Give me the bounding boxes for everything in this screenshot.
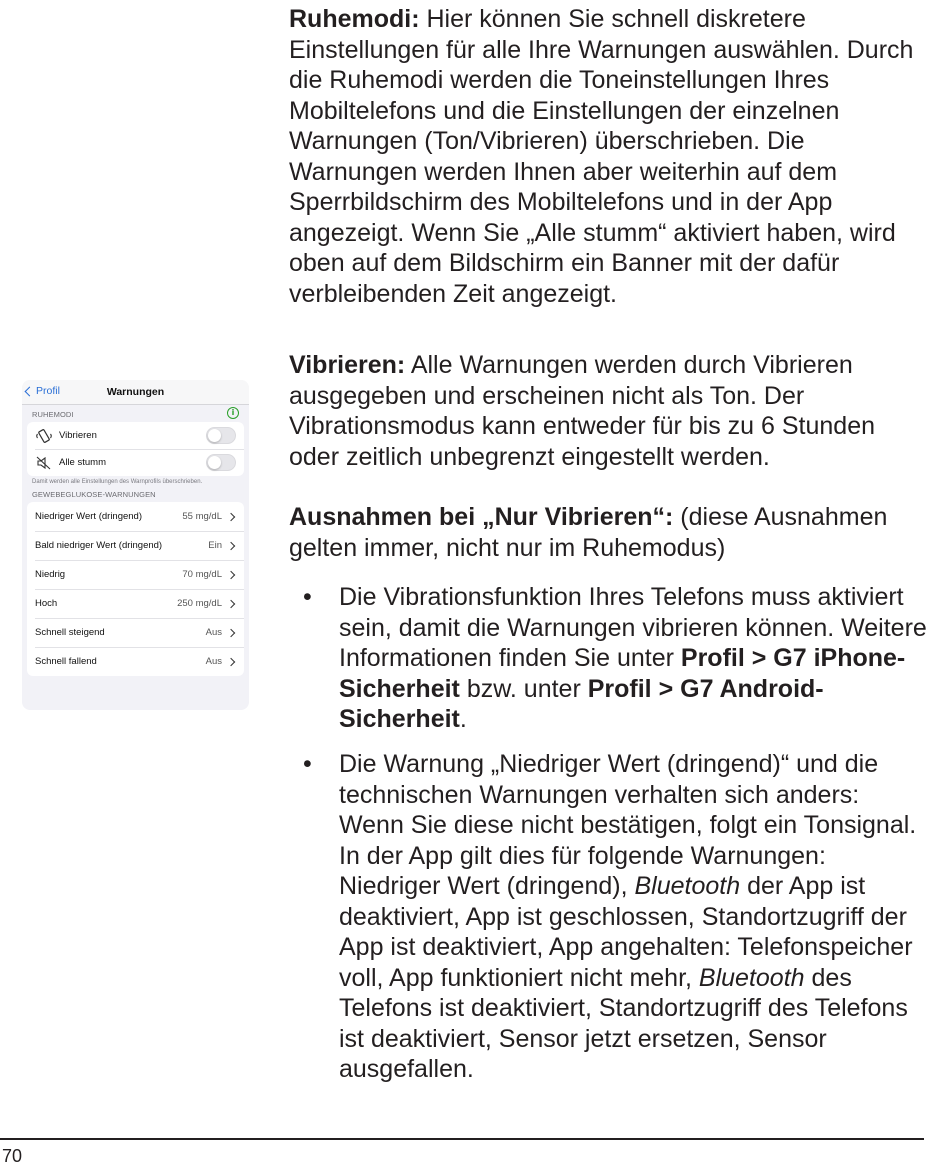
bold-reference: Profil > G7 Android-Sicherheit	[339, 674, 824, 733]
bullet-text: des Telefons ist deaktiviert, Standortzugriff des Telefons ist deaktiviert, Sensor jetzt ersetzen, Sensor ausgefallen.	[339, 963, 908, 1083]
row-label: Niedrig	[35, 569, 66, 580]
row-label: Alle stumm	[59, 457, 106, 468]
row-label: Schnell steigend	[35, 627, 105, 638]
row-value: Aus	[205, 627, 222, 638]
section-header-quiet-modes	[22, 405, 249, 422]
chevron-right-icon	[227, 657, 235, 665]
section-header-label: GEWEBEGLUKOSE-WARNUNGEN	[32, 490, 156, 499]
quiet-mode-row-vibrate[interactable]	[27, 422, 244, 449]
vibrate-toggle[interactable]	[206, 427, 236, 444]
back-label: Profil	[36, 385, 60, 397]
bullet-text: bzw. unter	[466, 674, 581, 703]
bullet-item	[298, 582, 928, 735]
quiet-mode-row-mute-all[interactable]	[27, 449, 244, 476]
paragraph-vibrate	[289, 350, 929, 472]
quiet-modes-group	[27, 422, 244, 476]
paragraph-quiet-modes	[289, 4, 929, 309]
alert-row-rise[interactable]	[27, 618, 244, 647]
alert-row-high[interactable]	[27, 589, 244, 618]
row-label: Hoch	[35, 598, 58, 609]
alert-row-urgent-low[interactable]	[27, 502, 244, 531]
bullet-text: .	[459, 705, 467, 733]
paragraph-text: Hier können Sie schnell diskretere Einstellungen für alle Ihre Warnungen auswählen. Durch die Ruhemodi werden die Toneinstellungen Ihres Mobiltelefons und die Einstellungen der einzelnen Warnungen (Ton/Vibrieren) überschrieben. Die Warnungen werden Ihnen aber weiterhin auf dem Sperrbildschirm des Mobiltelefons und in der App angezeigt. Wenn Sie „Alle stumm“ aktiviert haben, wird oben auf dem Bildschirm ein Banner mit der dafür verbleibenden Zeit angezeigt.	[289, 5, 914, 308]
paragraph-exceptions	[289, 502, 929, 563]
bullet-text: Die Warnung „Niedriger Wert (dringend)“ und die technischen Warnungen verhalten sich anders: Wenn Sie diese nicht bestätigen, folgt ein Tonsignal. In der App gilt dies für folgende Warnungen: Niedriger Wert (dringend),	[339, 750, 917, 900]
row-value: 55 mg/dL	[182, 511, 222, 522]
info-icon[interactable]: i	[227, 407, 239, 419]
row-value: 70 mg/dL	[182, 569, 222, 580]
row-value: 250 mg/dL	[177, 598, 222, 609]
mute-icon	[35, 455, 53, 471]
chevron-right-icon	[227, 570, 235, 578]
toggle-knob	[208, 429, 221, 442]
row-label: Schnell fallend	[35, 656, 97, 667]
vibrate-icon	[35, 428, 53, 444]
mute-all-toggle[interactable]	[206, 454, 236, 471]
row-label: Vibrieren	[59, 430, 97, 441]
term-exceptions: Ausnahmen bei „Nur Vibrieren“:	[289, 503, 674, 531]
paragraph-text: (diese Ausnahmen gelten immer, nicht nur im Ruhemodus)	[289, 503, 888, 562]
page-number: 70	[2, 1146, 23, 1166]
chevron-right-icon	[227, 512, 235, 520]
chevron-right-icon	[227, 599, 235, 607]
row-value: Aus	[205, 656, 222, 667]
bold-reference: Profil > G7 iPhone-Sicherheit	[339, 644, 906, 703]
alert-row-fall[interactable]	[27, 647, 244, 676]
chevron-right-icon	[227, 628, 235, 636]
toggle-knob	[208, 456, 221, 469]
quiet-modes-footnote: Damit werden alle Einstellungen des Warnprofils überschrieben.	[32, 479, 203, 485]
nav-bar	[22, 380, 249, 405]
row-label: Niedriger Wert (dringend)	[35, 511, 143, 522]
paragraph-text: Alle Warnungen werden durch Vibrieren ausgegeben und erscheinen nicht als Ton. Der Vibrationsmodus kann entweder für bis zu 6 Stunden oder zeitlich unbegrenzt eingestellt werden.	[289, 351, 876, 471]
footer-rule	[0, 1138, 924, 1140]
alert-row-urgent-low-soon[interactable]	[27, 531, 244, 560]
alert-row-low[interactable]	[27, 560, 244, 589]
section-header-label: RUHEMODI	[32, 410, 74, 419]
section-header-alerts	[22, 485, 249, 502]
bullet-dot: •	[303, 583, 312, 611]
phone-screenshot	[22, 380, 249, 710]
row-label: Bald niedriger Wert (dringend)	[35, 540, 163, 551]
screen-title: Warnungen	[106, 386, 165, 398]
alerts-group	[27, 502, 244, 676]
bullet-text: der App ist deaktiviert, App ist geschlossen, Standortzugriff der App ist deaktiviert, App angehalten: Telefonspeicher voll, App funktioniert nicht mehr,	[339, 872, 913, 992]
bullet-text: Die Vibrationsfunktion Ihres Telefons muss aktiviert sein, damit die Warnungen vibrieren können. Weitere Informationen finden Sie unter	[339, 583, 927, 672]
italic-term: Bluetooth	[698, 963, 805, 992]
chevron-right-icon	[227, 541, 235, 549]
term-vibrate: Vibrieren:	[289, 351, 406, 379]
bullet-item	[298, 749, 928, 1085]
term-quiet-modes: Ruhemodi:	[289, 5, 420, 33]
row-value: Ein	[208, 540, 222, 551]
italic-term: Bluetooth	[634, 872, 741, 900]
bullet-dot: •	[303, 750, 312, 778]
